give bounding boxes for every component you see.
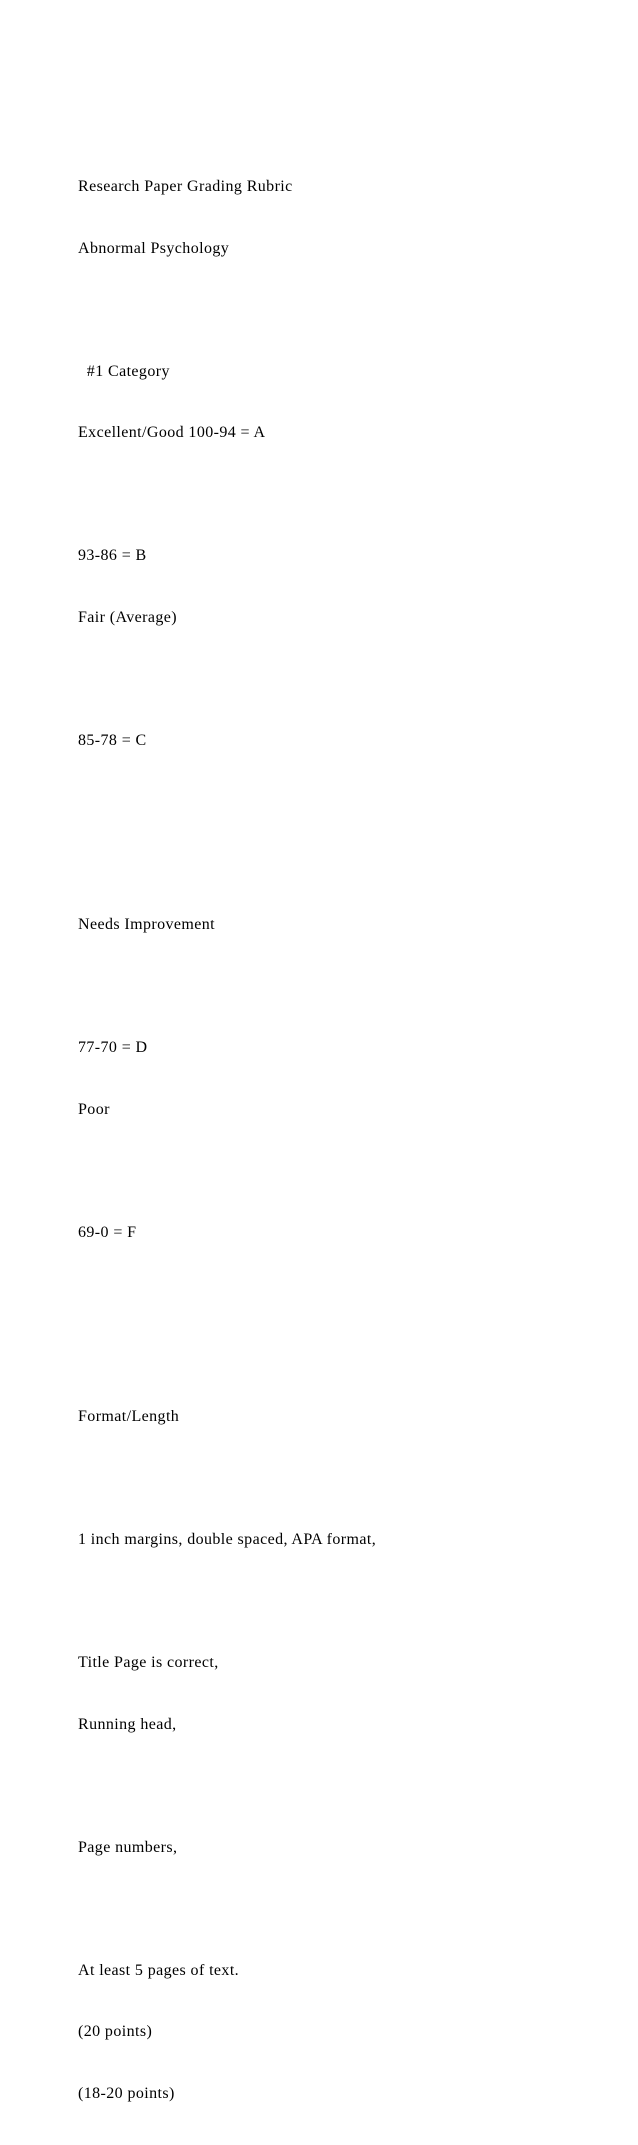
criterion-running-head: Running head, <box>78 1715 177 1733</box>
points-total: (20 points) <box>78 2023 153 2040</box>
blank-line <box>78 977 598 998</box>
blank-line <box>78 1776 598 1797</box>
blank-line <box>78 1161 598 1182</box>
category-heading: #1 Category <box>78 362 170 380</box>
blank-line <box>78 669 598 690</box>
blank-line <box>78 1592 598 1613</box>
blank-line <box>78 792 598 813</box>
criterion-margins: 1 inch margins, double spaced, APA format, <box>78 1531 377 1548</box>
grade-d-range: 77-70 = D <box>78 1039 148 1056</box>
section-format-length: Format/Length <box>78 1408 180 1425</box>
blank-line <box>78 300 598 321</box>
points-range: (18-20 points) <box>78 2084 175 2102</box>
blank-line <box>78 1899 598 1920</box>
grade-f-range: 69-0 = F <box>78 1223 137 1241</box>
grade-b-range: 93-86 = B <box>78 547 147 564</box>
blank-line <box>78 1346 598 1367</box>
grade-poor-label: Poor <box>78 1100 110 1118</box>
grade-needs-improvement-label: Needs Improvement <box>78 916 215 933</box>
course-name: Abnormal Psychology <box>78 239 230 257</box>
grade-c-range: 85-78 = C <box>78 731 147 749</box>
blank-line <box>78 1284 598 1305</box>
criterion-page-numbers: Page numbers, <box>78 1838 178 1856</box>
grade-fair-label: Fair (Average) <box>78 608 178 626</box>
criterion-title-page: Title Page is correct, <box>78 1654 219 1671</box>
blank-line <box>78 854 598 875</box>
blank-line <box>78 1469 598 1490</box>
blank-line <box>78 485 598 506</box>
document-title: Research Paper Grading Rubric <box>78 178 293 195</box>
document-text <box>78 136 598 2145</box>
grade-excellent-good: Excellent/Good 100-94 = A <box>78 424 266 441</box>
criterion-page-count: At least 5 pages of text. <box>78 1961 240 1979</box>
